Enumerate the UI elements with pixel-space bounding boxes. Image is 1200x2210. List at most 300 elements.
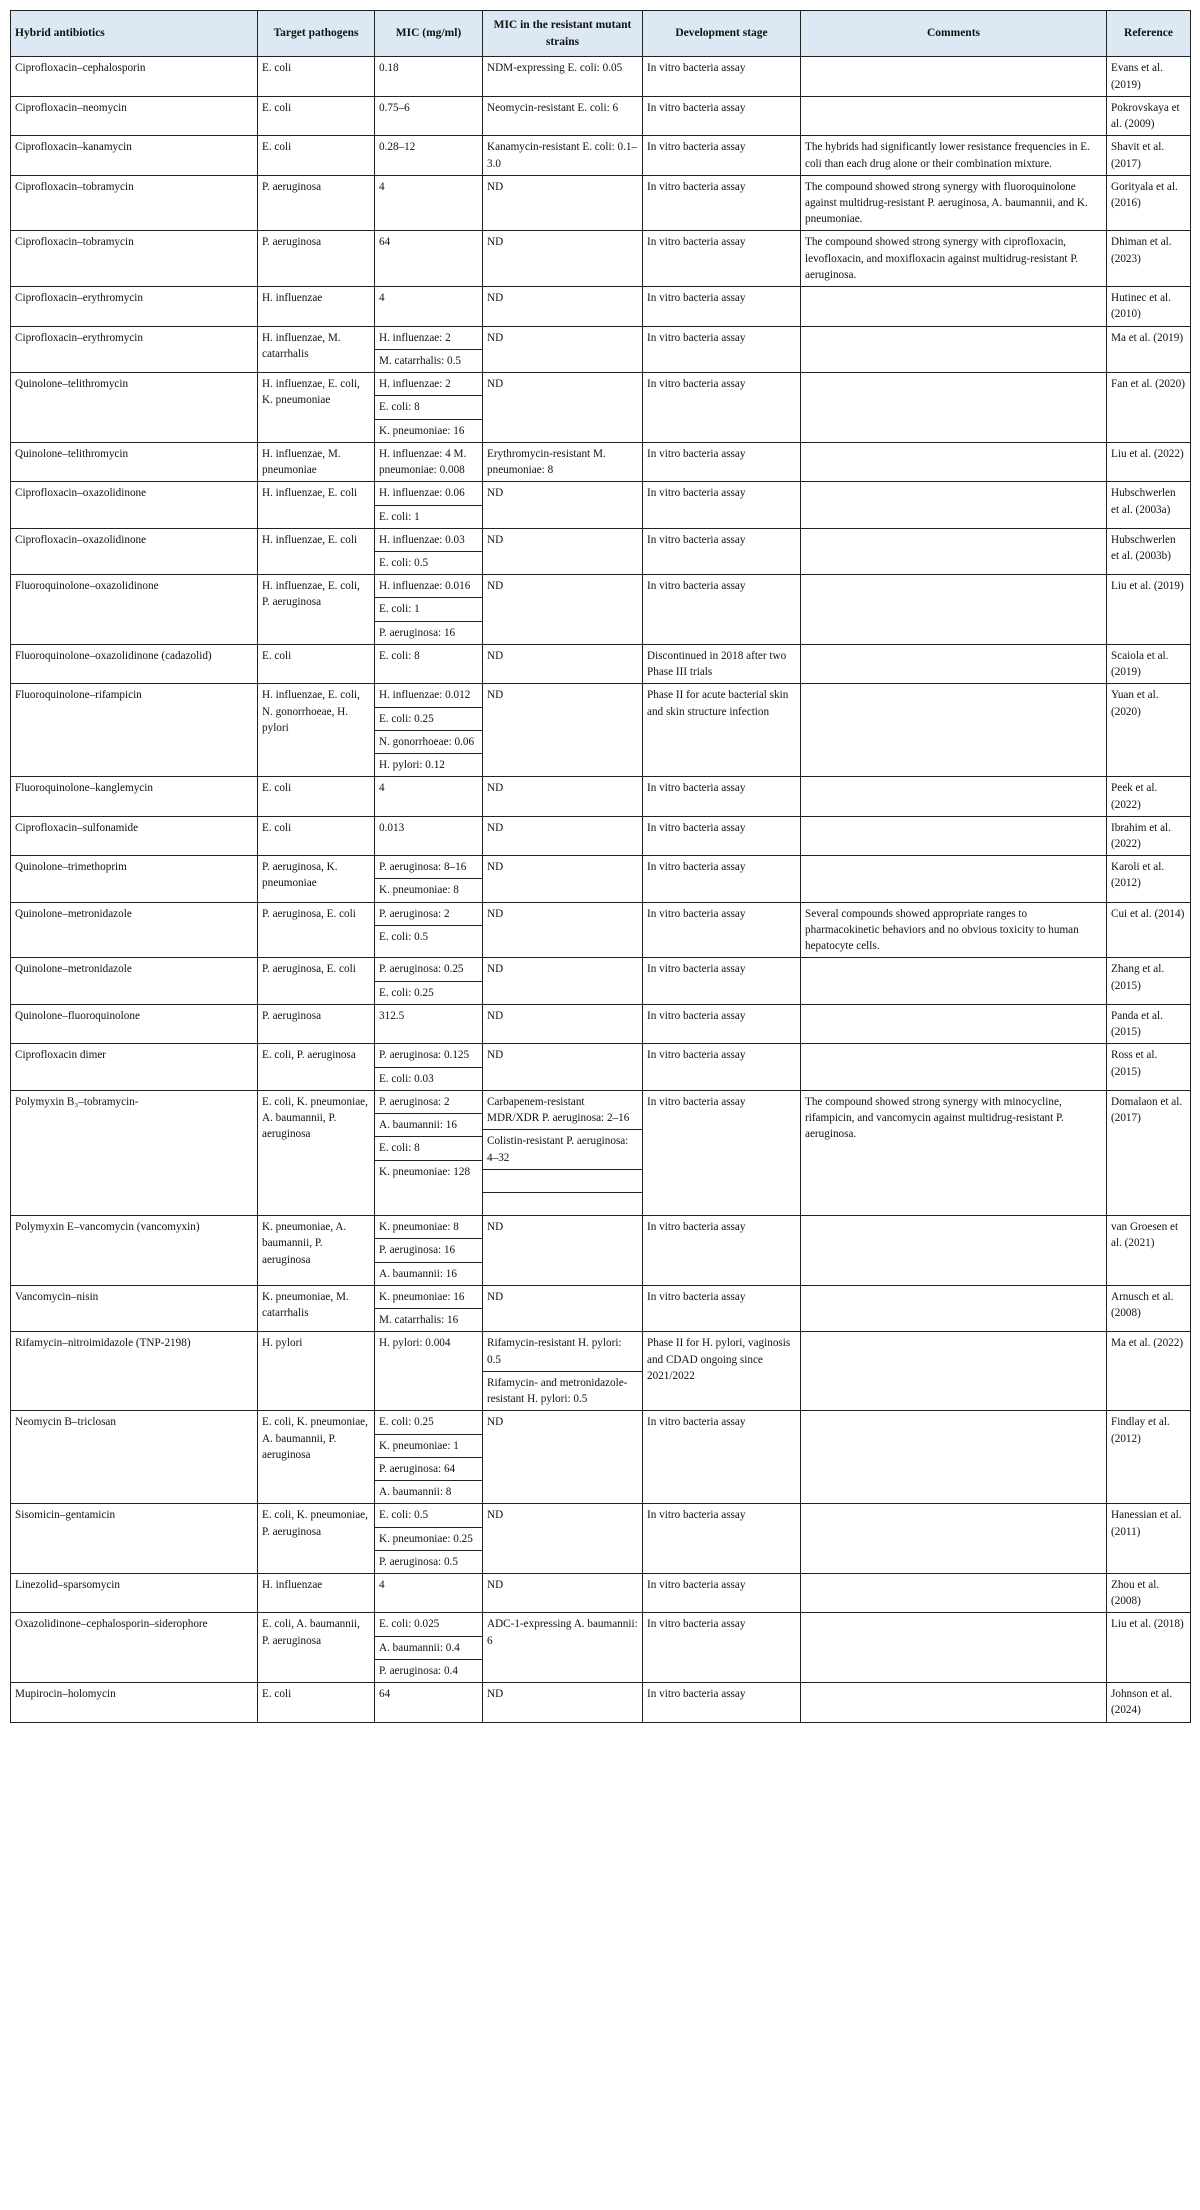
mic-cell <box>375 684 483 777</box>
stage-cell: Phase II for acute bacterial skin and skin structure infection <box>643 684 801 777</box>
reference-cell: Panda et al. (2015) <box>1107 1004 1191 1043</box>
stage-cell: In vitro bacteria assay <box>643 287 801 326</box>
stage-cell: In vitro bacteria assay <box>643 1044 801 1090</box>
comments-cell: The hybrids had significantly lower resistance frequencies in E. coli than each drug alone or their combination mixture. <box>801 136 1107 175</box>
table-row <box>11 777 1191 816</box>
table-row <box>11 136 1191 175</box>
mutant-mic-cell: ND <box>483 1573 643 1612</box>
hybrid-cell: Ciprofloxacin–erythromycin <box>11 287 258 326</box>
stage-cell: In vitro bacteria assay <box>643 1216 801 1286</box>
table-row <box>11 482 1191 528</box>
comments-cell <box>801 1613 1107 1683</box>
mic-cell <box>375 958 483 1004</box>
mic-value: E. coli: 0.03 <box>379 1072 434 1085</box>
table-row <box>11 856 1191 902</box>
stage-cell: In vitro bacteria assay <box>643 1285 801 1331</box>
mic-cell <box>375 575 483 645</box>
comments-cell <box>801 1332 1107 1411</box>
pathogens-cell: E. coli <box>258 57 375 96</box>
mutant-mic-cell: ND <box>483 644 643 683</box>
comments-cell <box>801 287 1107 326</box>
reference-cell: Liu et al. (2019) <box>1107 575 1191 645</box>
comments-cell <box>801 1504 1107 1574</box>
table-row <box>11 1216 1191 1286</box>
mutant-mic-cell: Kanamycin-resistant E. coli: 0.1–3.0 <box>483 136 643 175</box>
hybrid-cell: Quinolone–telithromycin <box>11 442 258 481</box>
reference-cell: Johnson et al. (2024) <box>1107 1683 1191 1722</box>
hybrid-cell: Ciprofloxacin–sulfonamide <box>11 816 258 855</box>
mic-cell <box>375 1504 483 1574</box>
mutant-mic-cell: ADC-1-expressing A. baumannii: 6 <box>483 1613 643 1683</box>
mic-value: E. coli: 0.025 <box>375 1613 482 1636</box>
hybrid-cell: Neomycin B–triclosan <box>11 1411 258 1504</box>
col-header-pathogens: Target pathogens <box>258 11 375 57</box>
reference-cell: Liu et al. (2018) <box>1107 1613 1191 1683</box>
stage-cell: In vitro bacteria assay <box>643 777 801 816</box>
comments-cell: The compound showed strong synergy with ciprofloxacin, levofloxacin, and moxifloxacin against multidrug-resistant P. aeruginosa. <box>801 231 1107 287</box>
hybrid-cell: Oxazolidinone–cephalosporin–siderophore <box>11 1613 258 1683</box>
reference-cell: Liu et al. (2022) <box>1107 442 1191 481</box>
table-row <box>11 528 1191 574</box>
hybrid-cell: Quinolone–metronidazole <box>11 958 258 1004</box>
table-row <box>11 1044 1191 1090</box>
mic-cell: 4 <box>375 175 483 231</box>
table-row <box>11 958 1191 1004</box>
pathogens-cell: K. pneumoniae, M. catarrhalis <box>258 1285 375 1331</box>
mic-value: K. pneumoniae: 128 <box>379 1165 471 1178</box>
stage-cell: In vitro bacteria assay <box>643 442 801 481</box>
mutant-mic-cell: ND <box>483 1216 643 1286</box>
stage-cell: In vitro bacteria assay <box>643 1683 801 1722</box>
stage-cell: Phase II for H. pylori, vaginosis and CDAD ongoing since 2021/2022 <box>643 1332 801 1411</box>
pathogens-cell: H. influenzae <box>258 1573 375 1612</box>
mic-cell: E. coli: 8 <box>375 644 483 683</box>
table-row <box>11 1613 1191 1683</box>
reference-cell: Hubschwerlen et al. (2003a) <box>1107 482 1191 528</box>
hybrid-cell: Ciprofloxacin–kanamycin <box>11 136 258 175</box>
reference-cell: Ma et al. (2022) <box>1107 1332 1191 1411</box>
mic-value: P. aeruginosa: 16 <box>379 626 456 639</box>
reference-cell: Pokrovskaya et al. (2009) <box>1107 96 1191 135</box>
pathogens-cell: P. aeruginosa <box>258 175 375 231</box>
pathogens-cell: E. coli, K. pneumoniae, P. aeruginosa <box>258 1504 375 1574</box>
comments-cell <box>801 816 1107 855</box>
hybrid-cell: Fluoroquinolone–rifampicin <box>11 684 258 777</box>
mutant-mic-cell: ND <box>483 575 643 645</box>
pathogens-cell: P. aeruginosa <box>258 231 375 287</box>
stage-cell: In vitro bacteria assay <box>643 57 801 96</box>
mic-value: K. pneumoniae: 16 <box>375 1286 482 1309</box>
reference-cell: Hubschwerlen et al. (2003b) <box>1107 528 1191 574</box>
pathogens-cell: E. coli, K. pneumoniae, A. baumannii, P. aeruginosa <box>258 1411 375 1504</box>
hybrid-cell: Quinolone–telithromycin <box>11 373 258 443</box>
mic-cell: 0.28–12 <box>375 136 483 175</box>
reference-cell: van Groesen et al. (2021) <box>1107 1216 1191 1286</box>
mutant-mic-cell: ND <box>483 231 643 287</box>
comments-cell <box>801 1411 1107 1504</box>
hybrid-cell: Ciprofloxacin–neomycin <box>11 96 258 135</box>
table-row <box>11 287 1191 326</box>
mic-value: E. coli: 0.25 <box>375 708 482 731</box>
mutant-mic-cell: NDM-expressing E. coli: 0.05 <box>483 57 643 96</box>
table-container <box>10 10 1190 1723</box>
pathogens-cell: E. coli, A. baumannii, P. aeruginosa <box>258 1613 375 1683</box>
stage-cell: In vitro bacteria assay <box>643 575 801 645</box>
mic-value: A. baumannii: 0.4 <box>375 1637 482 1660</box>
col-header-mic: MIC (mg/ml) <box>375 11 483 57</box>
comments-cell <box>801 575 1107 645</box>
hybrid-cell: Ciprofloxacin–oxazolidinone <box>11 482 258 528</box>
comments-cell <box>801 1285 1107 1331</box>
col-header-mic-resistant: MIC in the resistant mutant strains <box>483 11 643 57</box>
hybrid-cell: Quinolone–metronidazole <box>11 902 258 958</box>
mutant-mic-cell: Neomycin-resistant E. coli: 6 <box>483 96 643 135</box>
stage-cell: Discontinued in 2018 after two Phase III trials <box>643 644 801 683</box>
stage-cell: In vitro bacteria assay <box>643 482 801 528</box>
mic-value: P. aeruginosa: 0.125 <box>375 1044 482 1067</box>
stage-cell: In vitro bacteria assay <box>643 136 801 175</box>
mic-value: K. pneumoniae: 16 <box>379 424 465 437</box>
reference-cell: Findlay et al. (2012) <box>1107 1411 1191 1504</box>
pathogens-cell: E. coli, K. pneumoniae, A. baumannii, P. aeruginosa <box>258 1090 375 1215</box>
col-header-comments: Comments <box>801 11 1107 57</box>
table-row <box>11 373 1191 443</box>
reference-cell: Arnusch et al. (2008) <box>1107 1285 1191 1331</box>
hybrid-cell: Mupirocin–holomycin <box>11 1683 258 1722</box>
hybrid-cell: Rifamycin–nitroimidazole (TNP-2198) <box>11 1332 258 1411</box>
mic-value: H. influenzae: 2 <box>375 373 482 396</box>
mic-value: H. influenzae: 0.012 <box>375 684 482 707</box>
stage-cell: In vitro bacteria assay <box>643 175 801 231</box>
mutant-mic-cell: ND <box>483 958 643 1004</box>
pathogens-cell: H. influenzae, E. coli, K. pneumoniae <box>258 373 375 443</box>
mutant-mic-cell: ND <box>483 326 643 372</box>
reference-cell: Scaiola et al. (2019) <box>1107 644 1191 683</box>
mic-cell <box>375 1411 483 1504</box>
reference-cell: Zhou et al. (2008) <box>1107 1573 1191 1612</box>
mic-cell: 0.18 <box>375 57 483 96</box>
hybrid-cell: Ciprofloxacin–cephalosporin <box>11 57 258 96</box>
mutant-mic-cell: ND <box>483 777 643 816</box>
mic-value: M. catarrhalis: 16 <box>379 1314 459 1327</box>
table-row <box>11 1411 1191 1504</box>
hybrid-cell: Fluoroquinolone–oxazolidinone <box>11 575 258 645</box>
pathogens-cell: E. coli <box>258 96 375 135</box>
stage-cell: In vitro bacteria assay <box>643 1613 801 1683</box>
stage-cell: In vitro bacteria assay <box>643 816 801 855</box>
hybrid-cell: Fluoroquinolone–kanglemycin <box>11 777 258 816</box>
table-row <box>11 1090 1191 1215</box>
mutant-mic-cell: ND <box>483 1004 643 1043</box>
mic-value: A. baumannii: 16 <box>379 1267 457 1280</box>
mic-cell: 64 <box>375 1683 483 1722</box>
mic-cell <box>375 528 483 574</box>
mutant-mic-value: Rifamycin-resistant H. pylori: 0.5 <box>483 1332 642 1371</box>
col-header-stage: Development stage <box>643 11 801 57</box>
pathogens-cell: P. aeruginosa, E. coli <box>258 902 375 958</box>
mic-cell: 64 <box>375 231 483 287</box>
stage-cell: In vitro bacteria assay <box>643 96 801 135</box>
table-row <box>11 684 1191 777</box>
comments-cell <box>801 1573 1107 1612</box>
reference-cell: Cui et al. (2014) <box>1107 902 1191 958</box>
hybrid-cell: Linezolid–sparsomycin <box>11 1573 258 1612</box>
reference-cell: Zhang et al. (2015) <box>1107 958 1191 1004</box>
pathogens-cell: E. coli <box>258 644 375 683</box>
mic-value: P. aeruginosa: 2 <box>375 1091 482 1114</box>
pathogens-cell: H. influenzae, E. coli <box>258 482 375 528</box>
mic-cell: H. pylori: 0.004 <box>375 1332 483 1411</box>
mic-cell: 312.5 <box>375 1004 483 1043</box>
mic-value: P. aeruginosa: 8–16 <box>375 856 482 879</box>
mic-cell <box>375 902 483 958</box>
mutant-mic-value <box>483 1193 642 1215</box>
reference-cell: Hanessian et al. (2011) <box>1107 1504 1191 1574</box>
reference-cell: Ibrahim et al. (2022) <box>1107 816 1191 855</box>
mutant-mic-cell: ND <box>483 1285 643 1331</box>
mic-value: E. coli: 1 <box>379 510 420 523</box>
table-row <box>11 575 1191 645</box>
hybrid-cell: Ciprofloxacin dimer <box>11 1044 258 1090</box>
table-row <box>11 1573 1191 1612</box>
mic-value: P. aeruginosa: 16 <box>375 1239 482 1262</box>
comments-cell <box>801 96 1107 135</box>
mic-cell <box>375 326 483 372</box>
comments-cell <box>801 958 1107 1004</box>
mic-cell: 4 <box>375 1573 483 1612</box>
table-row <box>11 96 1191 135</box>
mic-cell <box>375 1613 483 1683</box>
reference-cell: Ross et al. (2015) <box>1107 1044 1191 1090</box>
mutant-mic-cell <box>483 1090 643 1215</box>
table-row <box>11 175 1191 231</box>
mic-value: P. aeruginosa: 0.25 <box>375 958 482 981</box>
mic-cell <box>375 482 483 528</box>
mic-cell <box>375 1090 483 1215</box>
mic-value: E. coli: 8 <box>375 1137 482 1160</box>
table-row <box>11 1683 1191 1722</box>
comments-cell <box>801 57 1107 96</box>
stage-cell: In vitro bacteria assay <box>643 1004 801 1043</box>
mic-cell: H. influenzae: 4 M. pneumoniae: 0.008 <box>375 442 483 481</box>
mic-value: H. influenzae: 0.03 <box>375 529 482 552</box>
table-row <box>11 902 1191 958</box>
table-row <box>11 1004 1191 1043</box>
mutant-mic-value <box>483 1170 642 1193</box>
pathogens-cell: P. aeruginosa, E. coli <box>258 958 375 1004</box>
mutant-mic-cell: ND <box>483 1683 643 1722</box>
reference-cell: Hutinec et al. (2010) <box>1107 287 1191 326</box>
mic-value: A. baumannii: 8 <box>379 1486 452 1499</box>
mic-value: E. coli: 0.5 <box>375 1504 482 1527</box>
mic-value: H. influenzae: 2 <box>375 327 482 350</box>
comments-cell <box>801 856 1107 902</box>
mutant-mic-cell: ND <box>483 856 643 902</box>
col-header-reference: Reference <box>1107 11 1191 57</box>
pathogens-cell: E. coli <box>258 136 375 175</box>
hybrid-cell: Vancomycin–nisin <box>11 1285 258 1331</box>
stage-cell: In vitro bacteria assay <box>643 958 801 1004</box>
table-row <box>11 644 1191 683</box>
stage-cell: In vitro bacteria assay <box>643 326 801 372</box>
comments-cell <box>801 326 1107 372</box>
mutant-mic-cell: ND <box>483 175 643 231</box>
reference-cell: Yuan et al. (2020) <box>1107 684 1191 777</box>
stage-cell: In vitro bacteria assay <box>643 528 801 574</box>
mic-cell <box>375 1216 483 1286</box>
comments-cell <box>801 373 1107 443</box>
table-row <box>11 1504 1191 1574</box>
mic-value: H. influenzae: 0.016 <box>375 575 482 598</box>
mic-value: A. baumannii: 16 <box>375 1114 482 1137</box>
mic-value: P. aeruginosa: 64 <box>375 1458 482 1481</box>
mic-value: E. coli: 0.5 <box>379 930 429 943</box>
mic-value: M. catarrhalis: 0.5 <box>379 354 462 367</box>
pathogens-cell: H. influenzae, M. catarrhalis <box>258 326 375 372</box>
mutant-mic-value: Colistin-resistant P. aeruginosa: 4–32 <box>483 1130 642 1169</box>
mic-value: K. pneumoniae: 8 <box>375 1216 482 1239</box>
stage-cell: In vitro bacteria assay <box>643 1573 801 1612</box>
hybrid-cell: Polymyxin B₃–tobramycin- <box>11 1090 258 1215</box>
stage-cell: In vitro bacteria assay <box>643 1504 801 1574</box>
comments-cell: The compound showed strong synergy with minocycline, rifampicin, and vancomycin against multidrug-resistant P. aeruginosa. <box>801 1090 1107 1215</box>
comments-cell <box>801 1216 1107 1286</box>
mic-value: P. aeruginosa: 0.4 <box>379 1664 458 1677</box>
reference-cell: Gorityala et al. (2016) <box>1107 175 1191 231</box>
mic-cell: 4 <box>375 287 483 326</box>
mutant-mic-cell: ND <box>483 684 643 777</box>
mutant-mic-cell: ND <box>483 902 643 958</box>
reference-cell: Dhiman et al. (2023) <box>1107 231 1191 287</box>
comments-cell <box>801 1004 1107 1043</box>
mic-value: P. aeruginosa: 2 <box>375 903 482 926</box>
mic-value: E. coli: 8 <box>375 396 482 419</box>
header-row <box>11 11 1191 57</box>
mic-value: H. influenzae: 0.06 <box>375 482 482 505</box>
reference-cell: Karoli et al. (2012) <box>1107 856 1191 902</box>
table-body <box>11 57 1191 1722</box>
pathogens-cell: P. aeruginosa <box>258 1004 375 1043</box>
mutant-mic-cell: ND <box>483 287 643 326</box>
stage-cell: In vitro bacteria assay <box>643 231 801 287</box>
hybrid-cell: Sisomicin–gentamicin <box>11 1504 258 1574</box>
table-row <box>11 326 1191 372</box>
hybrid-cell: Ciprofloxacin–erythromycin <box>11 326 258 372</box>
hybrid-cell: Quinolone–fluoroquinolone <box>11 1004 258 1043</box>
mic-cell <box>375 856 483 902</box>
stage-cell: In vitro bacteria assay <box>643 856 801 902</box>
mutant-mic-cell: ND <box>483 482 643 528</box>
pathogens-cell: E. coli, P. aeruginosa <box>258 1044 375 1090</box>
mutant-mic-value: Rifamycin- and metronidazole-resistant H. pylori: 0.5 <box>487 1376 628 1406</box>
table-row <box>11 231 1191 287</box>
col-header-hybrid: Hybrid antibiotics <box>11 11 258 57</box>
hybrid-cell: Ciprofloxacin–tobramycin <box>11 231 258 287</box>
mic-value: N. gonorrhoeae: 0.06 <box>375 731 482 754</box>
table-row <box>11 1332 1191 1411</box>
table-row <box>11 442 1191 481</box>
pathogens-cell: E. coli <box>258 777 375 816</box>
pathogens-cell: E. coli <box>258 1683 375 1722</box>
comments-cell: The compound showed strong synergy with fluoroquinolone against multidrug-resistant P. aeruginosa, A. baumannii, and K. pneumoniae. <box>801 175 1107 231</box>
reference-cell: Ma et al. (2019) <box>1107 326 1191 372</box>
reference-cell: Fan et al. (2020) <box>1107 373 1191 443</box>
pathogens-cell: P. aeruginosa, K. pneumoniae <box>258 856 375 902</box>
comments-cell <box>801 684 1107 777</box>
comments-cell <box>801 528 1107 574</box>
reference-cell: Peek et al. (2022) <box>1107 777 1191 816</box>
pathogens-cell: K. pneumoniae, A. baumannii, P. aeruginosa <box>258 1216 375 1286</box>
mic-value: E. coli: 0.5 <box>379 556 429 569</box>
mic-value: E. coli: 0.25 <box>379 986 434 999</box>
mutant-mic-cell: ND <box>483 1044 643 1090</box>
hybrid-cell: Polymyxin E–vancomycin (vancomyxin) <box>11 1216 258 1286</box>
hybrid-cell: Ciprofloxacin–tobramycin <box>11 175 258 231</box>
comments-cell <box>801 1683 1107 1722</box>
comments-cell <box>801 644 1107 683</box>
pathogens-cell: H. influenzae, E. coli <box>258 528 375 574</box>
stage-cell: In vitro bacteria assay <box>643 373 801 443</box>
mic-cell: 4 <box>375 777 483 816</box>
mutant-mic-value: Carbapenem-resistant MDR/XDR P. aeruginosa: 2–16 <box>483 1091 642 1130</box>
hybrid-cell: Fluoroquinolone–oxazolidinone (cadazolid) <box>11 644 258 683</box>
mic-cell <box>375 1044 483 1090</box>
stage-cell: In vitro bacteria assay <box>643 902 801 958</box>
comments-cell <box>801 442 1107 481</box>
mic-value: E. coli: 1 <box>375 598 482 621</box>
pathogens-cell: H. influenzae, M. pneumoniae <box>258 442 375 481</box>
comments-cell: Several compounds showed appropriate ranges to pharmacokinetic behaviors and no obvious toxicity to human hepatocyte cells. <box>801 902 1107 958</box>
comments-cell <box>801 1044 1107 1090</box>
hybrid-antibiotics-table <box>10 10 1191 1723</box>
comments-cell <box>801 482 1107 528</box>
mic-cell: 0.75–6 <box>375 96 483 135</box>
mutant-mic-cell: ND <box>483 373 643 443</box>
mic-value: E. coli: 0.25 <box>375 1411 482 1434</box>
mutant-mic-cell: ND <box>483 816 643 855</box>
mutant-mic-cell: Erythromycin-resistant M. pneumoniae: 8 <box>483 442 643 481</box>
pathogens-cell: H. influenzae <box>258 287 375 326</box>
table-row <box>11 57 1191 96</box>
reference-cell: Domalaon et al. (2017) <box>1107 1090 1191 1215</box>
mic-cell <box>375 373 483 443</box>
reference-cell: Evans et al. (2019) <box>1107 57 1191 96</box>
mic-value: K. pneumoniae: 8 <box>379 884 459 897</box>
mic-value: P. aeruginosa: 0.5 <box>379 1555 458 1568</box>
mic-cell <box>375 1285 483 1331</box>
mic-cell: 0.013 <box>375 816 483 855</box>
reference-cell: Shavit et al. (2017) <box>1107 136 1191 175</box>
table-row <box>11 816 1191 855</box>
mutant-mic-cell <box>483 1332 643 1411</box>
mutant-mic-cell: ND <box>483 1411 643 1504</box>
mutant-mic-cell: ND <box>483 528 643 574</box>
mic-value: H. pylori: 0.12 <box>379 759 445 772</box>
pathogens-cell: H. influenzae, E. coli, P. aeruginosa <box>258 575 375 645</box>
hybrid-cell: Ciprofloxacin–oxazolidinone <box>11 528 258 574</box>
comments-cell <box>801 777 1107 816</box>
mic-value: K. pneumoniae: 0.25 <box>375 1528 482 1551</box>
mic-value: K. pneumoniae: 1 <box>375 1435 482 1458</box>
mutant-mic-cell: ND <box>483 1504 643 1574</box>
hybrid-cell: Quinolone–trimethoprim <box>11 856 258 902</box>
pathogens-cell: H. influenzae, E. coli, N. gonorrhoeae, H. pylori <box>258 684 375 777</box>
stage-cell: In vitro bacteria assay <box>643 1090 801 1215</box>
table-row <box>11 1285 1191 1331</box>
pathogens-cell: H. pylori <box>258 1332 375 1411</box>
pathogens-cell: E. coli <box>258 816 375 855</box>
stage-cell: In vitro bacteria assay <box>643 1411 801 1504</box>
